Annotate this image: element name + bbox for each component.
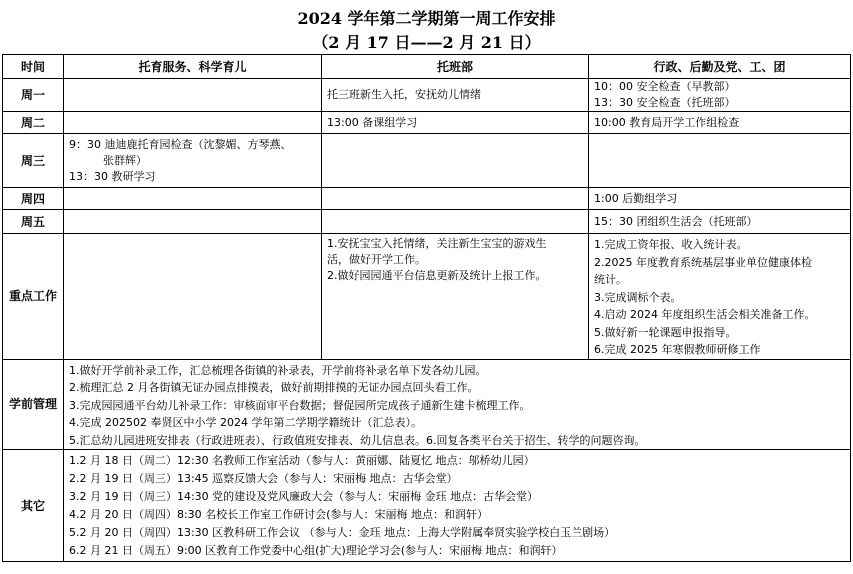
day-label: 学前管理 — [3, 359, 64, 450]
cell-childcare — [64, 134, 322, 188]
cell-line: 13：30 安全检查（托班部） — [594, 96, 736, 109]
cell-admin — [589, 134, 851, 188]
cell-nursery — [322, 79, 589, 112]
cell-line: 2.做好园园通平台信息更新及统计上报工作。 — [327, 269, 547, 282]
cell-preschool-mgmt — [64, 359, 851, 450]
cell-line: 3.完成调标个表。 — [594, 290, 682, 304]
cell-childcare — [64, 188, 322, 210]
row-thursday — [3, 188, 851, 210]
cell-line: 1:00 后勤组学习 — [594, 191, 678, 205]
cell-line: 4.完成 202502 奉贤区中小学 2024 学年第二学期学籍统计（汇总表）。 — [69, 416, 422, 429]
cell-line: 5.汇总幼儿园进班安排表（行政进班表）、行政值班安排表、幼儿信息表。6.回复各类平台关于招生、转学的问题咨询。 — [69, 433, 646, 447]
page-subtitle: （2 月 17 日——2 月 21 日） — [312, 33, 541, 52]
day-label: 重点工作 — [3, 234, 64, 360]
cell-line: 2.2 月 19 日（周三）13:45 巡察反馈大会（参与人：宋丽梅 地点：古华会堂） — [69, 472, 458, 485]
row-other — [3, 450, 851, 562]
cell-line: 3.2 月 19 日（周三）14:30 党的建设及党风廉政大会（参与人：宋丽梅 金珏 地点：古华会堂） — [69, 490, 539, 503]
cell-line: 10：00 安全检查（早教部） — [594, 80, 736, 93]
header-row — [3, 55, 851, 79]
cell-line: 6.2 月 21 日（周五）9:00 区教育工作党委中心组(扩大)理论学习会(参与人：宋丽梅 地点：和润轩） — [69, 544, 563, 557]
row-friday — [3, 210, 851, 234]
cell-line: 1.安抚宝宝入托情绪，关注新生宝宝的游戏生 — [327, 237, 547, 250]
cell-line: 托三班新生入托，安抚幼儿情绪 — [327, 88, 481, 101]
cell-line: 5.2 月 20 日（周四）13:30 区教科研工作会议 （参与人：金珏 地点：上海大学附属奉贤实验学校白玉兰剧场） — [69, 526, 616, 539]
day-label: 周五 — [3, 210, 64, 234]
cell-line: 10:00 教育局开学工作组检查 — [594, 115, 740, 129]
cell-line: 13：30 教研学习 — [69, 169, 156, 183]
cell-line: 15：30 团组织生活会（托班部） — [594, 214, 758, 228]
cell-childcare — [64, 210, 322, 234]
header-time: 时间 — [3, 55, 64, 79]
row-monday — [3, 79, 851, 112]
header-nursery: 托班部 — [322, 55, 589, 79]
cell-childcare — [64, 79, 322, 112]
cell-nursery — [322, 134, 589, 188]
cell-nursery — [322, 112, 589, 134]
cell-line: 活，做好开学工作。 — [327, 253, 426, 266]
header-admin: 行政、后勤及党、工、团 — [589, 55, 851, 79]
day-label: 其它 — [3, 450, 64, 562]
cell-childcare — [64, 112, 322, 134]
cell-admin — [589, 112, 851, 134]
cell-nursery — [322, 188, 589, 210]
cell-admin — [589, 79, 851, 112]
cell-line: 3.完成园园通平台幼儿补录工作：审核面审平台数据；督促园所完成孩子通新生建卡梳理工作。 — [69, 398, 531, 412]
cell-line: 4.2 月 20 日（周四）8:30 名校长工作室工作研讨会(参与人：宋丽梅 地点：和润轩） — [69, 508, 488, 521]
cell-line: 2.2025 年度教育系统基层事业单位健康体检 — [594, 255, 812, 269]
row-preschool-mgmt — [3, 359, 851, 450]
cell-line: 张群辉） — [103, 153, 147, 167]
cell-line: 4.启动 2024 年度组织生活会相关准备工作。 — [594, 308, 816, 321]
cell-line: 统计。 — [594, 273, 627, 286]
cell-line: 1.做好开学前补录工作，汇总梳理各街镇的补录表，开学前将补录名单下发各幼儿园。 — [69, 363, 487, 377]
cell-admin — [589, 234, 851, 360]
row-tuesday — [3, 112, 851, 134]
cell-line: 1.2 月 18 日（周二）12:30 名教师工作室活动（参与人：黄丽娜、陆夏忆 地点：邬桥幼儿园） — [69, 454, 535, 467]
cell-line: 1.完成工资年报、收入统计表。 — [594, 238, 748, 251]
cell-nursery — [322, 234, 589, 360]
day-label: 周四 — [3, 188, 64, 210]
cell-line: 5.做好新一轮课题申报指导。 — [594, 325, 737, 339]
cell-childcare — [64, 234, 322, 360]
cell-line: 2.梳理汇总 2 月各街镇无证办园点排摸表，做好前期排摸的无证办园点回头看工作。 — [69, 381, 479, 394]
day-label: 周一 — [3, 79, 64, 112]
row-wednesday — [3, 134, 851, 188]
page-title: 2024 学年第二学期第一周工作安排 — [297, 9, 556, 28]
schedule-table — [2, 54, 851, 562]
day-label: 周二 — [3, 112, 64, 134]
cell-line: 6.完成 2025 年寒假教师研修工作 — [594, 343, 761, 356]
cell-line: 13:00 备课组学习 — [327, 115, 418, 129]
cell-line: 9：30 迪迪鹿托育园检查（沈黎媚、方琴燕、 — [69, 137, 292, 151]
cell-other — [64, 450, 851, 562]
cell-nursery — [322, 210, 589, 234]
row-key-work — [3, 234, 851, 360]
cell-admin — [589, 210, 851, 234]
cell-admin — [589, 188, 851, 210]
header-childcare: 托育服务、科学育儿 — [64, 55, 322, 79]
day-label: 周三 — [3, 134, 64, 188]
